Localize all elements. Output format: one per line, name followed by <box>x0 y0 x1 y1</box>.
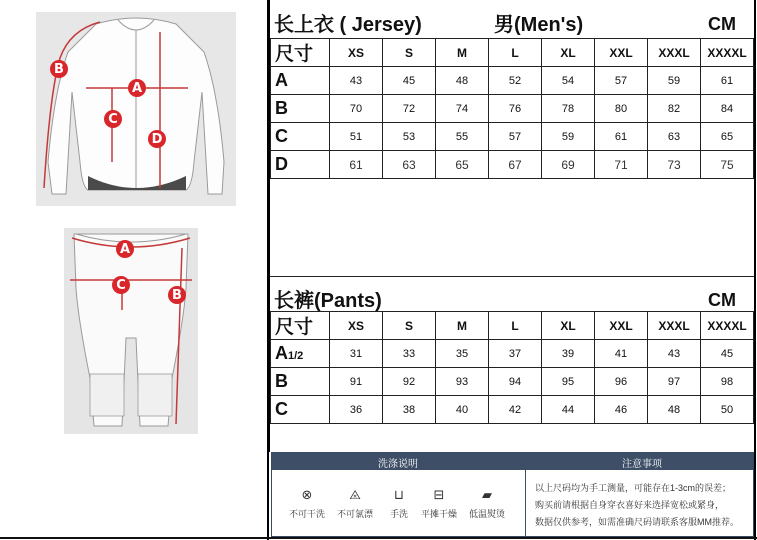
jersey-size-xs: XS <box>330 39 383 67</box>
table-row <box>271 151 754 179</box>
pants-size-xxl: XXL <box>595 312 648 340</box>
table-cell: 61 <box>595 123 648 151</box>
table-cell: 96 <box>595 368 648 396</box>
table-cell: 93 <box>436 368 489 396</box>
table-cell: 63 <box>383 151 436 179</box>
care-label: 不可氯漂 <box>336 509 373 519</box>
table-cell: 95 <box>542 368 595 396</box>
pants-size-xxxxl: XXXXL <box>701 312 754 340</box>
table-cell: 61 <box>330 151 383 179</box>
jersey-size-table <box>270 38 754 179</box>
table-row <box>271 123 754 151</box>
notice-title: 注意事项 <box>622 459 662 470</box>
table-cell: 50 <box>701 396 754 424</box>
pants-size-l: L <box>489 312 542 340</box>
pants-size-xxxl: XXXL <box>648 312 701 340</box>
table-cell: 46 <box>595 396 648 424</box>
pants-size-s: S <box>383 312 436 340</box>
table-cell: 98 <box>701 368 754 396</box>
jersey-gender: 男(Men's) <box>494 14 584 36</box>
table-cell: 54 <box>542 67 595 95</box>
pants-marker-a: A <box>116 240 134 258</box>
row-label <box>271 340 330 368</box>
jersey-marker-a: A <box>128 79 146 97</box>
table-cell: 97 <box>648 368 701 396</box>
care-item <box>416 487 462 520</box>
care-label: 不可干洗 <box>288 509 325 519</box>
table-cell: 69 <box>542 151 595 179</box>
row-label: C <box>271 396 330 424</box>
table-cell: 45 <box>701 340 754 368</box>
table-cell: 57 <box>595 67 648 95</box>
row-label: A <box>271 67 330 95</box>
row-label: B <box>271 368 330 396</box>
table-cell: 61 <box>701 67 754 95</box>
pants-marker-c: C <box>112 276 130 294</box>
jersey-marker-d: D <box>148 130 166 148</box>
table-cell: 74 <box>436 95 489 123</box>
jersey-size-xxxl: XXXL <box>648 39 701 67</box>
jersey-size-m: M <box>436 39 489 67</box>
care-label: 手洗 <box>389 509 408 519</box>
table-cell: 43 <box>648 340 701 368</box>
jersey-size-xxxxl: XXXXL <box>701 39 754 67</box>
table-cell: 48 <box>436 67 489 95</box>
care-label: 低温熨烫 <box>468 509 505 519</box>
table-cell: 94 <box>489 368 542 396</box>
flat-dry-icon: ⊟ <box>433 487 445 502</box>
table-cell: 71 <box>595 151 648 179</box>
table-cell: 70 <box>330 95 383 123</box>
table-cell: 39 <box>542 340 595 368</box>
low-iron-icon: ▰ <box>482 487 492 502</box>
table-cell: 37 <box>489 340 542 368</box>
pants-size-xs: XS <box>330 312 383 340</box>
table-cell: 91 <box>330 368 383 396</box>
row-label: B <box>271 95 330 123</box>
jersey-size-s: S <box>383 39 436 67</box>
table-cell: 38 <box>383 396 436 424</box>
table-row <box>271 396 754 424</box>
table-cell: 57 <box>489 123 542 151</box>
table-cell: 55 <box>436 123 489 151</box>
divider-vertical-lower <box>267 452 269 540</box>
wash-title: 洗涤说明 <box>378 459 418 470</box>
pants-size-m: M <box>436 312 489 340</box>
table-cell: 45 <box>383 67 436 95</box>
jersey-size-l: L <box>489 39 542 67</box>
table-row <box>271 67 754 95</box>
pants-drawing <box>64 228 198 434</box>
jersey-unit: CM <box>708 14 736 34</box>
pants-title: 长裤(Pants) <box>274 290 382 312</box>
table-cell: 65 <box>701 123 754 151</box>
table-row <box>271 340 754 368</box>
table-cell: 40 <box>436 396 489 424</box>
notice-line: 数据仅供参考，如需准确尺码请联系客服MM推荐。 <box>535 517 739 527</box>
table-cell: 43 <box>330 67 383 95</box>
jersey-marker-c: C <box>104 110 122 128</box>
no-bleach-icon: ⨻ <box>349 487 361 502</box>
table-cell: 31 <box>330 340 383 368</box>
table-cell: 75 <box>701 151 754 179</box>
illustration-panel <box>0 0 266 540</box>
pants-marker-b: B <box>168 286 186 304</box>
table-cell: 42 <box>489 396 542 424</box>
table-cell: 44 <box>542 396 595 424</box>
jersey-drawing <box>36 12 236 206</box>
table-cell: 41 <box>595 340 648 368</box>
table-cell: 92 <box>383 368 436 396</box>
jersey-marker-b: B <box>50 60 68 78</box>
jersey-size-xl: XL <box>542 39 595 67</box>
table-row <box>271 95 754 123</box>
table-cell: 59 <box>648 67 701 95</box>
care-header-bar <box>272 453 753 470</box>
jersey-illustration <box>36 12 236 206</box>
pants-header-row <box>271 312 754 340</box>
table-cell: 65 <box>436 151 489 179</box>
table-cell: 59 <box>542 123 595 151</box>
table-cell: 53 <box>383 123 436 151</box>
table-cell: 72 <box>383 95 436 123</box>
table-cell: 76 <box>489 95 542 123</box>
jersey-header-row <box>271 39 754 67</box>
pants-illustration <box>64 228 198 434</box>
pants-unit: CM <box>708 290 736 310</box>
table-row <box>271 368 754 396</box>
no-dry-clean-icon: ⊗ <box>301 487 313 502</box>
notice-line: 购买前请根据自身穿衣喜好来选择宽松或紧身， <box>535 500 725 510</box>
table-cell: 48 <box>648 396 701 424</box>
pants-title-row <box>270 276 754 312</box>
table-cell: 52 <box>489 67 542 95</box>
table-cell: 78 <box>542 95 595 123</box>
jersey-size-label: 尺寸 <box>271 39 330 67</box>
hand-wash-icon: ⊔ <box>393 487 405 502</box>
table-cell: 36 <box>330 396 383 424</box>
row-label-sub: 1/2 <box>288 350 304 362</box>
table-cell: 67 <box>489 151 542 179</box>
pants-size-label: 尺寸 <box>271 312 330 340</box>
notice-line: 以上尺码均为手工测量，可能存在1-3cm的误差； <box>535 483 732 493</box>
care-item <box>464 487 510 520</box>
jersey-size-xxl: XXL <box>595 39 648 67</box>
table-cell: 80 <box>595 95 648 123</box>
bottom-border <box>0 537 757 539</box>
table-cell: 63 <box>648 123 701 151</box>
table-cell: 84 <box>701 95 754 123</box>
right-border <box>754 0 756 540</box>
pants-size-table <box>270 311 754 424</box>
care-panel <box>271 452 754 537</box>
jersey-title: 长上衣 ( Jersey) <box>274 14 422 36</box>
jersey-title-row <box>270 0 754 36</box>
care-item <box>284 487 330 520</box>
table-cell: 51 <box>330 123 383 151</box>
care-divider <box>525 470 526 536</box>
table-cell: 35 <box>436 340 489 368</box>
care-label: 平摊干燥 <box>420 509 457 519</box>
care-item <box>332 487 378 520</box>
pants-size-xl: XL <box>542 312 595 340</box>
row-label: D <box>271 151 330 179</box>
row-label-letter: A <box>275 343 288 363</box>
table-cell: 33 <box>383 340 436 368</box>
table-cell: 73 <box>648 151 701 179</box>
row-label: C <box>271 123 330 151</box>
table-cell: 82 <box>648 95 701 123</box>
